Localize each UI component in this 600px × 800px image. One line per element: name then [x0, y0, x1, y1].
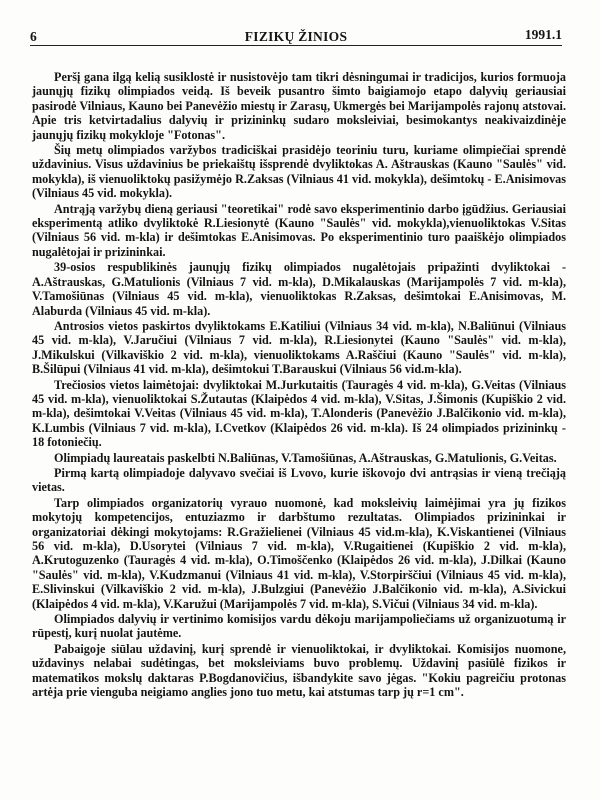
issue-date: 1991.1 [524, 27, 562, 42]
page-header [30, 23, 562, 46]
paragraph-teachers: Tarp olimpiados organizatorių vyrauo nuomonė, kad moksleivių laimėjimai yra jų fizikos mokytojų kompetencijos, entuziazmo ir darbštumo rezultatas. Olimpiados prizininkai ir organizatoriai dėkingi mokytojams: R.Gražielienei (Vilniaus 45 vid.m-kla), K.Viskantienei (Vilniaus 56 vid. m-kla), D.Usorytei (Vilniaus 7 vid. m-kla), V.Rugaitienei (Kupiškio 2 vid. m-kla), A.Krutoguzenko (Tauragės 4 vid. m-kla), O.Timoščenko (Klaipėdos 26 vid. m-kla), J.Dilkai (Kauno "Saulės" vid. m-kla), V.Kudzmanui (Vilniaus 41 vid. m-kla), V.Storpirščiui (Vilniaus 45 vid. m-kla), E.Slivinskui (Vilkaviškio 2 vid. m-kla), J.Bulzgiui (Panevėžio J.Balčikonio vid. m-kla), A.Sivickui (Klaipėdos 4 vid. m-kla), V.Karužui (Marijampolės 7 vid. m-kla), S.Vičui (Vilniaus 34 vid. m-kla). [32, 495, 566, 611]
paragraph-theory-round: Šių metų olimpiados varžybos tradiciškai prasidėjo teoriniu turu, kuriame olimpiečiai sprendė uždavinius. Visus uždavinius be priekaištų išsprendė dvyliktokas A. Aštrauskas (Kauno "Saulės" vid. mokykla), iš vienuoliktokų pasižymėjo R.Zaksas (Vilniaus 41 vid. mokykla), dešimtokų - E.Anisimovas (Vilniaus 45 vid. mokykla). [32, 143, 566, 201]
paragraph-experiment-round: Antrąją varžybų dieną geriausi "teoretikai" rodė savo eksperimentinio darbo įgūdžius. Geriausiai eksperimentą atliko dvyliktokė R.Liesionytė (Kauno "Saulės" vid. mokykla),vienuoliktokas V.Sitas (Vilniaus 56 vid. m-kla) ir dešimtokas E.Anisimovas. Po eksperimentinio turo paaiškėjo olimpiados nugalėtojai ir prizininkai. [32, 201, 566, 259]
journal-title: FIZIKŲ ŽINIOS [244, 29, 348, 44]
article-body [32, 70, 566, 700]
paragraph-second-places: Antrosios vietos paskirtos dvyliktokams E.Katiliui (Vilniaus 34 vid. m-kla), N.Baliūnui (Vilniaus 45 vid. m-kla), V.Jaručiui (Vilniaus 7 vid. m-kla), R.Liesionytei (Kauno "Saulės" vid. m-kla), J.Mikulskui (Vilkaviškio 2 vid. m-kla), vienuoliktokams A.Raščiui (Kauno "Saulės" vid. m-kla), B.Šilūpui (Vilniaus 41 vid. m-kla), dešimtokui T.Barauskui (Vilniaus 56 vid.m-kla). [32, 318, 566, 377]
paragraph-problem: Pabaigoje siūlau uždavinį, kurį sprendė ir vienuoliktokai, ir dvyliktokai. Komisijos nuomone, uždavinys nelabai sudėtingas, bet moksleiviams buvo problemų. Uždavinį pasiūlė fizikos ir matematikos mokslų daktaras P.Bogdanovičius, išbandykite savo jėgas. "Kokiu pagreičiu protonas artėja prie vienguba neigiamo anglies jono tuo metu, kai atstumas tarp jų r=1 cm". [32, 641, 566, 700]
paragraph-intro: Peršį gana ilgą kelią susiklostė ir nusistovėjo tam tikri dėsningumai ir tradicijos, kurios formuoja jaunųjų fizikų olimpiados veidą. Iš beveik pusantro šimto baigiamojo etapo dalyvių geriausiai pasirodė Vilniaus, Kauno bei Panevėžio miestų ir Zarasų, Ukmergės bei Marijampolės rajonų atstovai. Apie tris ketvirtadalius dalyvių ir prizininkų sudaro moksleiviai, besimokantys neakivaizdinėje jaunųjų fizikų mokykloje "Fotonas". [32, 70, 566, 142]
paragraph-winners: 39-osios respublikinės jaunųjų fizikų olimpiados nugalėtojais pripažinti dvyliktokai - A.Aštrauskas, G.Matulionis (Vilniaus 7 vid. m-kla), D.Mikalauskas (Marijampolės 7 vid. m-kla), V.Tamošiūnas (Vilniaus 45 vid. m-kla), vienuoliktokas R.Zaksas, dešimtokai E.Anisimovas, M. Alaburda (Vilniaus 45 vid. m-kla). [32, 260, 566, 318]
paragraph-thanks: Olimpiados dalyvių ir vertinimo komisijos vardu dėkoju marijampoliečiams už organizuotumą ir rūpestį, kurį nuolat jautėme. [32, 612, 566, 641]
page-number: 6 [30, 29, 37, 44]
paragraph-guests: Pirmą kartą olimpiadoje dalyvavo svečiai iš Lvovo, kurie iškovojo dvi antrąsias ir vieną trečiąją vietas. [32, 465, 566, 495]
paragraph-third-places: Trečiosios vietos laimėtojai: dvyliktokai M.Jurkutaitis (Tauragės 4 vid. m-kla), G.Veitas (Vilniaus 45 vid. m-kla), vienuoliktokai S.Žutautas (Klaipėdos 4 vid. m-kla), V.Sitas, J.Šimonis (Kupiškio 2 vid. m-kla), dešimtokai V.Veitas (Vilniaus 45 vid. m-kla), T.Alonderis (Panevėžio J.Balčikonio vid. m-kla), K.Lumbis (Vilniaus 7 vid. m-kla), I.Cvetkov (Klaipėdos 26 vid. m-kla). Iš 24 olimpiados prizininkų - 18 fotoniečių. [32, 377, 566, 450]
paragraph-laureates: Olimpiadų laureatais paskelbti N.Baliūnas, V.Tamošiūnas, A.Aštrauskas, G.Matulionis, G.Veitas. [54, 450, 557, 465]
